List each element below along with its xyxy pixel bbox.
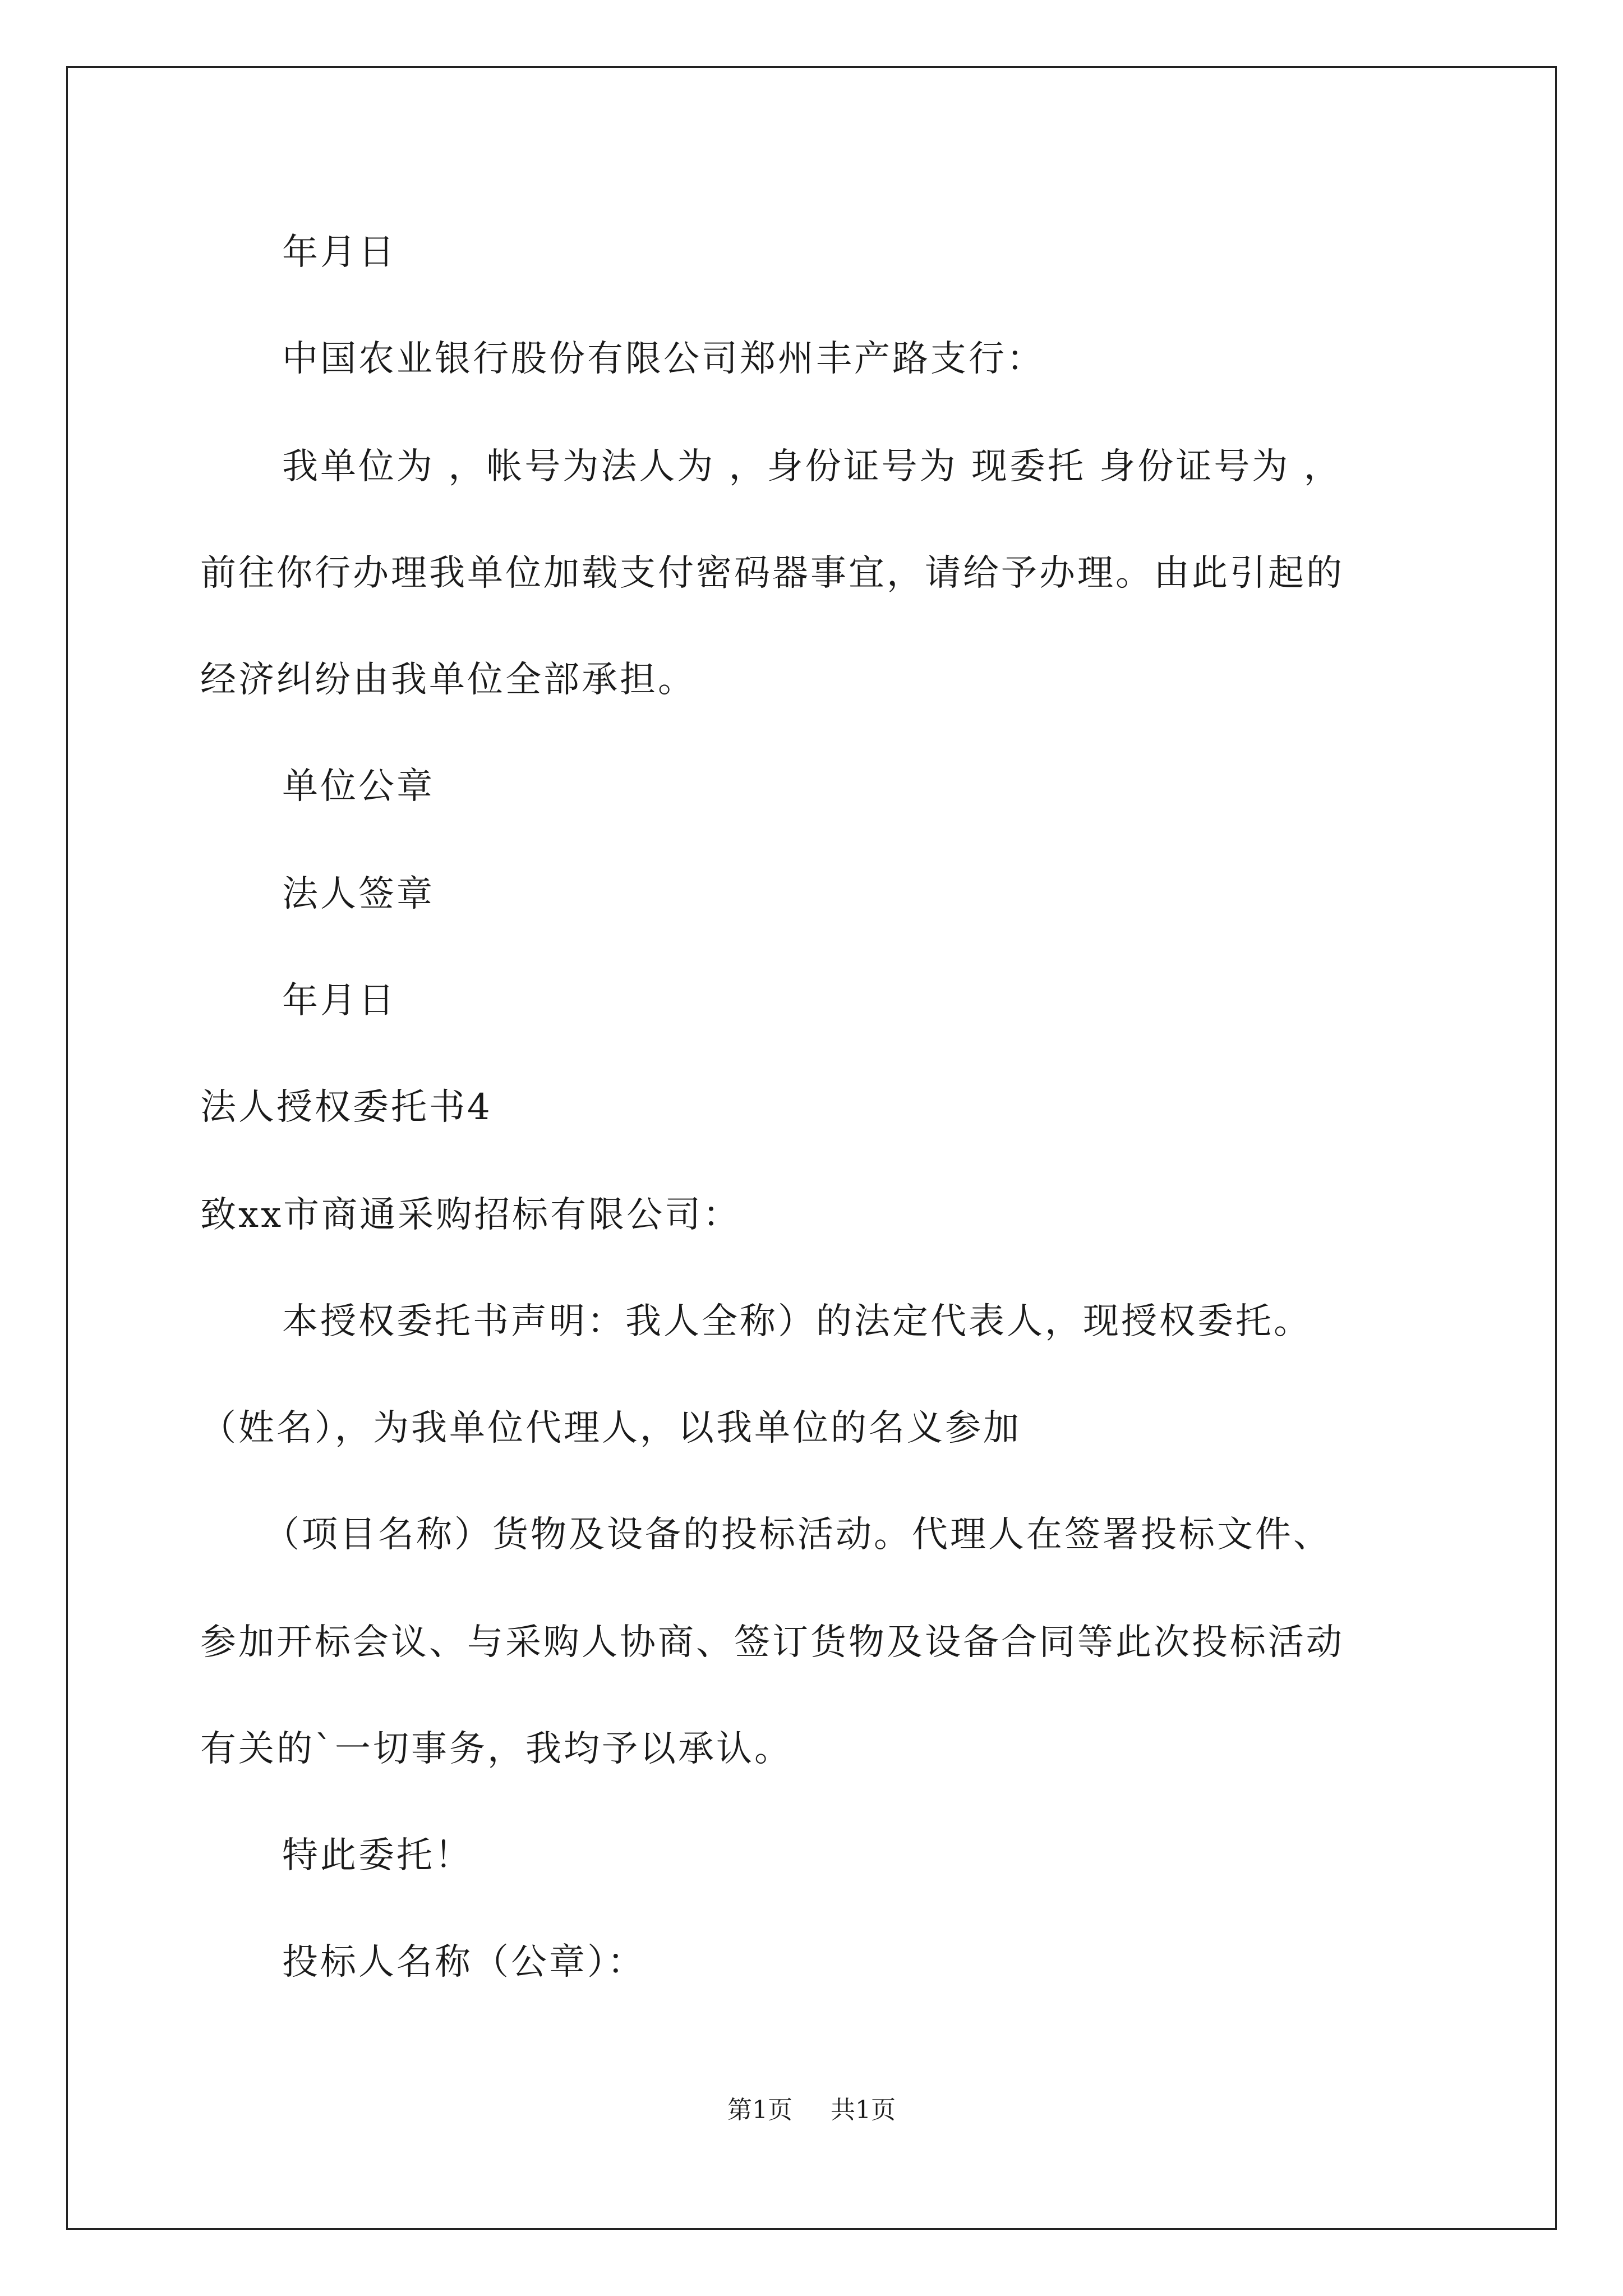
bidder-name-label: 投标人名称（公章）： bbox=[282, 1941, 645, 1983]
date-line-1: 年月日 bbox=[282, 232, 396, 273]
unit-seal-label: 单位公章 bbox=[282, 766, 435, 807]
body-paragraph-3-end: 有关的`一切事务，我均予以承认。 bbox=[200, 1728, 792, 1770]
body-paragraph-1-end: 经济纠纷由我单位全部承担。 bbox=[200, 659, 696, 701]
body-paragraph-1-cont: 前往你行办理我单位加载支付密码器事宜，请给予办理。由此引起的 bbox=[200, 553, 1344, 594]
page-frame bbox=[66, 66, 1557, 2230]
body-paragraph-3-cont: 参加开标会议、与采购人协商、签订货物及设备合同等此次投标活动 bbox=[200, 1622, 1344, 1663]
legal-signature-label: 法人签章 bbox=[282, 873, 435, 915]
body-paragraph-2-cont: （姓名），为我单位代理人，以我单位的名义参加 bbox=[200, 1407, 1021, 1449]
page-number: 第1页 bbox=[727, 2096, 792, 2124]
date-line-2: 年月日 bbox=[282, 980, 396, 1022]
addressee-bank: 中国农业银行股份有限公司郑州丰产路支行： bbox=[282, 338, 1045, 380]
body-paragraph-2: 本授权委托书声明：我人全称）的法定代表人，现授权委托。 bbox=[282, 1301, 1312, 1342]
addressee-company: 致xx市商通采购招标有限公司： bbox=[200, 1194, 741, 1236]
section-title: 法人授权委托书4 bbox=[200, 1087, 492, 1128]
page-count: 共1页 bbox=[831, 2096, 896, 2124]
page-footer bbox=[0, 2098, 1623, 2123]
body-paragraph-3: （项目名称）货物及设备的投标活动。代理人在签署投标文件、 bbox=[264, 1514, 1331, 1556]
body-paragraph-1: 我单位为 ，帐号为法人为 ，身份证号为 现委托 身份证号为 ， bbox=[282, 446, 1342, 487]
closing-line: 特此委托！ bbox=[282, 1835, 473, 1876]
